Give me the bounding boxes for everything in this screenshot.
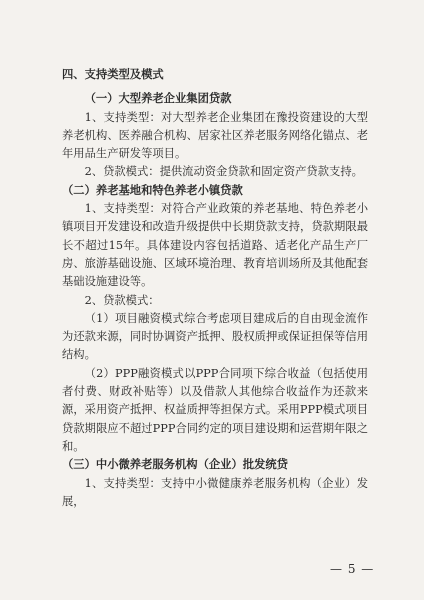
sub2-paragraph-1: 1、支持类型：对符合产业政策的养老基地、特色养老小镇项目开发建设和改造升级提供中长期贷款支持，贷款期限最长不超过15年。具体建设内容包括道路、适老化产品生产厂房、旅游基础设施、区域环境治理、教育培训场所及其他配套基础设施建设等。 xyxy=(62,202,368,289)
sub1-paragraph-2: 2、贷款模式：提供流动资金贷款和固定资产贷款支持。 xyxy=(84,165,363,179)
subsection-heading-3: （三）中小微养老服务机构（企业）批发统贷 xyxy=(62,458,288,472)
sub2-paragraph-3: （1）项目融资模式综合考虑项目建成后的自由现金流作为还款来源，同时协调资产抵押、股权质押或保证担保等信用结构。 xyxy=(62,311,368,362)
section-heading: 四、支持类型及模式 xyxy=(62,68,164,81)
subsection-heading-2: （二）养老基地和特色养老小镇贷款 xyxy=(62,183,243,197)
document-body xyxy=(62,66,368,511)
sub1-paragraph-1: 1、支持类型：对大型养老企业集团在豫投资建设的大型养老机构、医养融合机构、居家社区养老服务网络化锚点、老年用品生产研发等项目。 xyxy=(62,110,368,161)
sub2-paragraph-4: （2）PPP融资模式以PPP合同项下综合收益（包括使用者付费、财政补贴等）以及借款人其他综合收益作为还款来源，采用资产抵押、权益质押等担保方式。采用PPP模式项目贷款期限应不超过PPP合同约定的项目建设期和运营期年限之和。 xyxy=(62,366,368,453)
sub2-paragraph-2: 2、贷款模式： xyxy=(84,293,160,307)
subsection-heading-1: （一）大型养老企业集团贷款 xyxy=(84,92,232,106)
page-number: — 5 — xyxy=(330,562,375,576)
sub3-paragraph-1: 1、支持类型：支持中小微健康养老服务机构（企业）发展， xyxy=(62,476,368,508)
